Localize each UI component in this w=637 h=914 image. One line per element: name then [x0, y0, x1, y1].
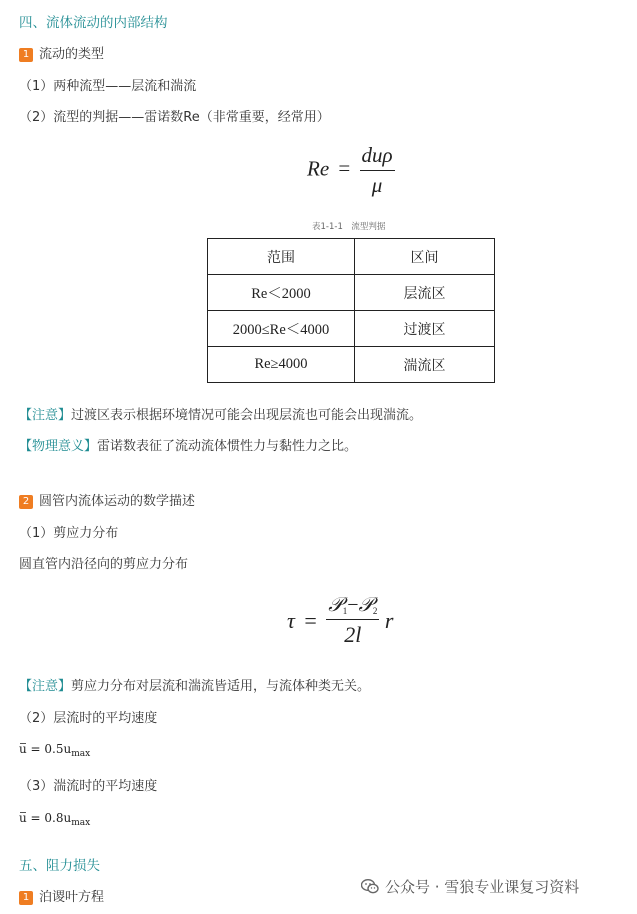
- note-tag: 【注意】: [19, 408, 72, 423]
- table-header-cell: 区间: [355, 239, 495, 275]
- formula-denominator: μ: [371, 173, 383, 198]
- formula-fraction: [326, 594, 379, 648]
- watermark-text: 公众号 · 雪狼专业课复习资料: [385, 878, 580, 896]
- formula-eq: =: [304, 608, 317, 634]
- fraction-bar: [360, 170, 395, 171]
- text-line: 圆直管内沿径向的剪应力分布: [19, 557, 189, 572]
- list-item-3: （1）剪应力分布: [19, 526, 119, 541]
- table-cell: 过渡区: [355, 311, 495, 347]
- fraction-bar: [326, 619, 379, 620]
- table-cell: Re＜2000: [208, 275, 355, 311]
- note-text: 过渡区表示根据环境情况可能会出现层流也可能会出现湍流。: [71, 408, 423, 423]
- turbulent-velocity-equation: [19, 811, 90, 828]
- subscript: 1: [342, 606, 348, 616]
- list-item-2: （2）流型的判据——雷诺数Re（非常重要，经常用）: [19, 110, 330, 125]
- list-item-1: （1）两种流型——层流和湍流: [19, 79, 197, 94]
- note-transition: [19, 404, 422, 423]
- formula-numerator: [326, 594, 379, 617]
- formula-denominator: 2l: [344, 622, 362, 648]
- note-text: 雷诺数表征了流动流体惯性力与黏性力之比。: [97, 439, 358, 454]
- equation-rest: = 0.5u: [26, 742, 72, 756]
- formula-eq: =: [338, 156, 351, 181]
- note-shear: [19, 675, 370, 694]
- pressure-symbol: 𝒫: [358, 594, 373, 616]
- subscript: max: [71, 818, 91, 828]
- number-badge: 2: [19, 495, 33, 509]
- reynolds-formula: [307, 143, 395, 198]
- subsection-5-1: [19, 886, 104, 905]
- laminar-velocity-equation: [19, 742, 90, 759]
- subscript: max: [71, 749, 91, 759]
- formula-fraction: [360, 143, 395, 198]
- pressure-symbol: 𝒫: [328, 594, 343, 616]
- table-row: [208, 311, 495, 347]
- subsection-2: [19, 490, 195, 509]
- formula-lhs: τ: [287, 608, 295, 634]
- table-header-cell: 范围: [208, 239, 355, 275]
- table-cell: Re≥4000: [208, 347, 355, 383]
- subsection-label: 圆管内流体运动的数学描述: [39, 494, 196, 509]
- section-title-4: 四、流体流动的内部结构: [19, 15, 168, 31]
- number-badge: 1: [19, 891, 33, 905]
- formula-lhs: Re: [307, 156, 330, 181]
- mean-velocity-symbol: u: [19, 742, 27, 756]
- subsection-label: 流动的类型: [39, 47, 105, 62]
- table-row: [208, 275, 495, 311]
- equation-rest: = 0.8u: [26, 811, 72, 825]
- table-cell: 层流区: [355, 275, 495, 311]
- flow-regime-table: [207, 238, 495, 383]
- note-text: 剪应力分布对层流和湍流皆适用，与流体种类无关。: [71, 679, 371, 694]
- wechat-icon: [361, 879, 379, 894]
- note-physical-meaning: [19, 435, 357, 454]
- section-title-5: 五、阻力损失: [19, 858, 100, 874]
- list-item-5: （3）湍流时的平均速度: [19, 779, 158, 794]
- note-tag: 【物理意义】: [19, 439, 98, 454]
- table-cell: 2000≤Re＜4000: [208, 311, 355, 347]
- table-cell: 湍流区: [355, 347, 495, 383]
- minus-sign: −: [347, 594, 359, 616]
- shear-stress-formula: [287, 594, 393, 648]
- table-row: [208, 347, 495, 383]
- subsection-1: [19, 43, 104, 62]
- table-caption: 表1-1-1 流型判据: [312, 222, 386, 232]
- note-tag: 【注意】: [19, 679, 72, 694]
- mean-velocity-symbol: u: [19, 811, 27, 825]
- formula-rhs: r: [384, 608, 394, 634]
- subsection-label: 泊谡叶方程: [39, 890, 105, 905]
- list-item-4: （2）层流时的平均速度: [19, 711, 158, 726]
- formula-numerator: duρ: [361, 143, 393, 167]
- subscript: 2: [372, 606, 378, 616]
- number-badge: 1: [19, 48, 33, 62]
- watermark: [361, 876, 579, 897]
- table-header-row: [208, 239, 495, 275]
